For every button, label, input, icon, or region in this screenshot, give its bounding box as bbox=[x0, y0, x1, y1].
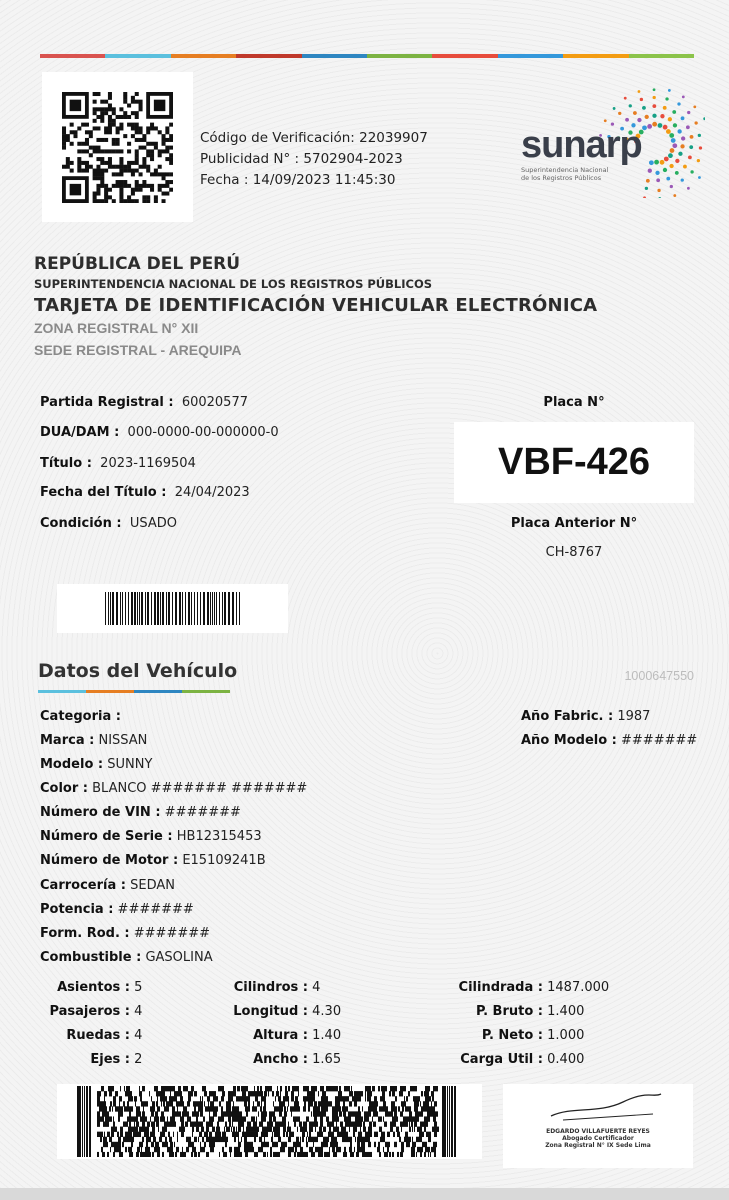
motor-field bbox=[40, 853, 266, 868]
vin-value: ####### bbox=[164, 805, 241, 820]
signatory-zone: Zona Registral N° IX Sede Lima bbox=[545, 1142, 651, 1149]
pneto-field bbox=[440, 1028, 584, 1043]
carroceria-value: SEDAN bbox=[130, 878, 175, 893]
plate-box bbox=[454, 422, 694, 503]
dua-field bbox=[40, 425, 279, 440]
altura-field bbox=[180, 1028, 341, 1043]
qr-code-box bbox=[42, 72, 193, 222]
potencia-field bbox=[40, 902, 194, 917]
fecha-titulo-field bbox=[40, 485, 250, 500]
partida-field bbox=[40, 395, 248, 410]
potencia-label: Potencia : bbox=[40, 902, 114, 917]
ano-modelo-value: ####### bbox=[621, 733, 698, 748]
carroceria-field bbox=[40, 878, 175, 893]
fecha-titulo-value: 24/04/2023 bbox=[174, 485, 250, 500]
pbruto-label: P. Bruto : bbox=[475, 1004, 543, 1019]
motor-label: Número de Motor : bbox=[40, 853, 179, 868]
underline-segment bbox=[182, 690, 230, 693]
ejes-label: Ejes : bbox=[90, 1052, 130, 1067]
stripe-segment bbox=[629, 54, 694, 58]
underline-segment bbox=[134, 690, 182, 693]
potencia-value: ####### bbox=[117, 902, 194, 917]
ruedas-value: 4 bbox=[134, 1028, 143, 1043]
cilindrada-field bbox=[440, 980, 609, 995]
ano-fabric-label: Año Fabric. : bbox=[521, 709, 614, 724]
underline-segment bbox=[86, 690, 134, 693]
asientos-field bbox=[20, 980, 142, 995]
color-stripe bbox=[40, 54, 694, 58]
titulo-value: 2023-1169504 bbox=[100, 456, 196, 471]
publicity-number: Publicidad N° : 5702904-2023 bbox=[200, 151, 403, 167]
card-title: TARJETA DE IDENTIFICACIÓN VEHICULAR ELECTRÓNICA bbox=[34, 295, 598, 316]
stripe-segment bbox=[302, 54, 367, 58]
carga-value: 0.400 bbox=[547, 1052, 585, 1067]
signature-box bbox=[503, 1084, 693, 1168]
qr-code-icon bbox=[62, 92, 173, 203]
pneto-value: 1.000 bbox=[547, 1028, 585, 1043]
barcode-icon bbox=[105, 592, 243, 625]
stripe-segment bbox=[498, 54, 563, 58]
marca-label: Marca : bbox=[40, 733, 95, 748]
verification-code: Código de Verificación: 22039907 bbox=[200, 130, 428, 146]
carga-field bbox=[440, 1052, 584, 1067]
ancho-field bbox=[180, 1052, 341, 1067]
pneto-label: P. Neto : bbox=[481, 1028, 543, 1043]
ruedas-field bbox=[20, 1028, 142, 1043]
categoria-label: Categoria : bbox=[40, 709, 121, 724]
altura-value: 1.40 bbox=[312, 1028, 342, 1043]
serie-value: HB12315453 bbox=[176, 829, 262, 844]
cilindrada-label: Cilindrada : bbox=[458, 980, 543, 995]
ano-fabric-field bbox=[521, 709, 650, 724]
altura-label: Altura : bbox=[253, 1028, 308, 1043]
serie-label: Número de Serie : bbox=[40, 829, 173, 844]
country-title: REPÚBLICA DEL PERÚ bbox=[34, 254, 241, 274]
pasajeros-field bbox=[20, 1004, 142, 1019]
stripe-segment bbox=[367, 54, 432, 58]
longitud-value: 4.30 bbox=[312, 1004, 342, 1019]
section-underline bbox=[38, 690, 230, 693]
pbruto-field bbox=[440, 1004, 584, 1019]
pasajeros-label: Pasajeros : bbox=[49, 1004, 130, 1019]
serie-field bbox=[40, 829, 262, 844]
asientos-value: 5 bbox=[134, 980, 143, 995]
formrod-field bbox=[40, 926, 210, 941]
color-field bbox=[40, 781, 307, 796]
agency-title: SUPERINTENDENCIA NACIONAL DE LOS REGISTROS PÚBLICOS bbox=[34, 277, 433, 291]
logo-subtitle-1: Superintendencia Nacional bbox=[521, 166, 609, 174]
partida-value: 60020577 bbox=[181, 395, 248, 410]
previous-plate-label: Placa Anterior N° bbox=[510, 516, 638, 531]
cilindros-field bbox=[180, 980, 320, 995]
motor-value: E15109241B bbox=[182, 853, 266, 868]
signatory-name: EDGARDO VILLAFUERTE REYES bbox=[546, 1128, 650, 1135]
plate-number: VBF-426 bbox=[497, 441, 651, 483]
office-title: SEDE REGISTRAL - AREQUIPA bbox=[34, 342, 242, 358]
ejes-value: 2 bbox=[134, 1052, 143, 1067]
stripe-segment bbox=[105, 54, 170, 58]
stripe-segment bbox=[40, 54, 105, 58]
marca-field bbox=[40, 733, 147, 748]
ano-fabric-value: 1987 bbox=[617, 709, 651, 724]
color-label: Color : bbox=[40, 781, 88, 796]
condicion-value: USADO bbox=[129, 516, 177, 531]
asientos-label: Asientos : bbox=[57, 980, 130, 995]
verification-block bbox=[200, 128, 428, 191]
pdf417-barcode-icon bbox=[77, 1086, 462, 1157]
dua-label: DUA/DAM : bbox=[40, 425, 120, 440]
formrod-value: ####### bbox=[133, 926, 211, 941]
condicion-label: Condición : bbox=[40, 516, 122, 531]
condicion-field bbox=[40, 516, 177, 531]
fecha-titulo-label: Fecha del Título : bbox=[40, 485, 167, 500]
categoria-field bbox=[40, 709, 125, 724]
formrod-label: Form. Rod. : bbox=[40, 926, 130, 941]
ancho-label: Ancho : bbox=[253, 1052, 308, 1067]
pbruto-value: 1.400 bbox=[547, 1004, 585, 1019]
cilindrada-value: 1487.000 bbox=[547, 980, 610, 995]
pdf417-barcode-box bbox=[57, 1084, 482, 1159]
cilindros-value: 4 bbox=[312, 980, 321, 995]
vehicle-section-title: Datos del Vehículo bbox=[38, 660, 238, 682]
combustible-label: Combustible : bbox=[40, 950, 142, 965]
marca-value: NISSAN bbox=[98, 733, 148, 748]
carroceria-label: Carrocería : bbox=[40, 878, 126, 893]
ano-modelo-label: Año Modelo : bbox=[521, 733, 617, 748]
page-bottom-edge bbox=[0, 1188, 729, 1200]
titulo-field bbox=[40, 456, 196, 471]
modelo-label: Modelo : bbox=[40, 757, 104, 772]
modelo-value: SUNNY bbox=[107, 757, 153, 772]
previous-plate-number: CH-8767 bbox=[545, 545, 603, 560]
carga-label: Carga Util : bbox=[460, 1052, 543, 1067]
document-serial: 1000647550 bbox=[624, 669, 694, 683]
signature-icon bbox=[503, 1084, 693, 1128]
logo-subtitle bbox=[521, 166, 608, 182]
pasajeros-value: 4 bbox=[134, 1004, 143, 1019]
partida-label: Partida Registral : bbox=[40, 395, 174, 410]
ancho-value: 1.65 bbox=[312, 1052, 342, 1067]
vin-field bbox=[40, 805, 241, 820]
titulo-label: Título : bbox=[40, 456, 92, 471]
sunarp-logo bbox=[515, 88, 705, 198]
combustible-field bbox=[40, 950, 213, 965]
zone-title: ZONA REGISTRAL N° XII bbox=[34, 320, 199, 336]
combustible-value: GASOLINA bbox=[145, 950, 213, 965]
longitud-field bbox=[180, 1004, 341, 1019]
longitud-label: Longitud : bbox=[233, 1004, 308, 1019]
signatory-block bbox=[503, 1128, 693, 1149]
underline-segment bbox=[38, 690, 86, 693]
cilindros-label: Cilindros : bbox=[233, 980, 308, 995]
color-value: BLANCO ####### ####### bbox=[92, 781, 308, 796]
logo-subtitle-2: de los Registros Públicos bbox=[521, 174, 602, 182]
modelo-field bbox=[40, 757, 152, 772]
ejes-field bbox=[20, 1052, 142, 1067]
vin-label: Número de VIN : bbox=[40, 805, 161, 820]
dua-value: 000-0000-00-000000-0 bbox=[127, 425, 279, 440]
logo-word: sunarp bbox=[521, 124, 642, 166]
ano-modelo-field bbox=[521, 733, 697, 748]
signatory-title: Abogado Certificador bbox=[562, 1135, 634, 1142]
issue-date: Fecha : 14/09/2023 11:45:30 bbox=[200, 172, 396, 188]
stripe-segment bbox=[432, 54, 497, 58]
barcode-box bbox=[57, 584, 288, 633]
stripe-segment bbox=[171, 54, 236, 58]
stripe-segment bbox=[236, 54, 301, 58]
stripe-segment bbox=[563, 54, 628, 58]
ruedas-label: Ruedas : bbox=[66, 1028, 130, 1043]
plate-label: Placa N° bbox=[543, 395, 605, 410]
